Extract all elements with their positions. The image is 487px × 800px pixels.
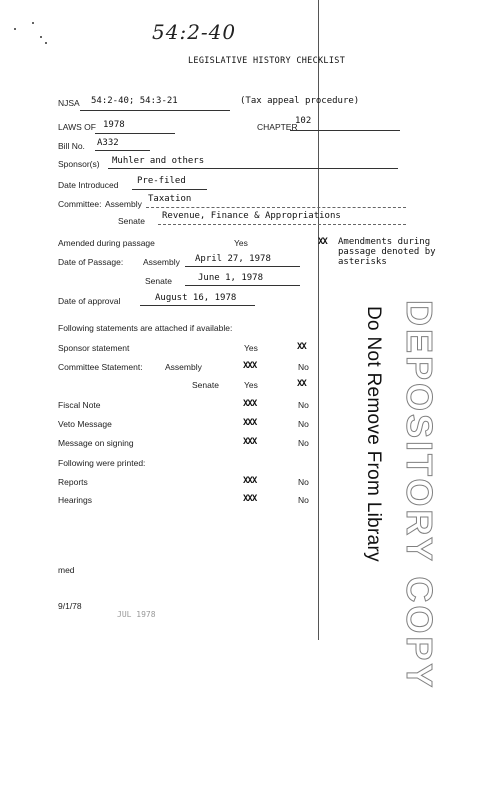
statements-intro: Following statements are attached if available: [58,323,233,333]
do-not-remove-stamp [360,300,420,560]
statement-row-sublabel: Assembly [165,362,202,372]
committee-assembly-label: Assembly [105,199,142,209]
scan-speck [45,42,47,44]
chapter-value: 102 [295,116,312,126]
sponsor-label: Sponsor(s) [58,159,100,169]
committee-assembly-underline [146,207,406,208]
faint-received-stamp: JUL 1978 [117,610,156,619]
statement-row-col2: No [298,400,309,410]
bill-label: Bill No. [58,141,85,151]
passage-senate-label: Senate [145,276,172,286]
passage-assembly-label: Assembly [143,257,180,267]
statement-row-col2: XX [297,342,306,352]
amended-note-line1: Amendments during [338,237,431,247]
statement-row-col2: No [298,419,309,429]
statement-row-sublabel: Senate [192,380,219,390]
laws-underline [95,133,175,134]
amended-note-line3: asterisks [338,257,387,267]
statement-row-col1: XXX [243,399,257,409]
njsa-value: 54:2-40; 54:3-21 [91,96,178,106]
depository-copy-stamp-text: DEPOSITORY COPY [399,300,440,691]
date-introduced-underline [132,189,207,190]
njsa-label: NJSA [58,98,80,108]
committee-senate-value: Revenue, Finance & Appropriations [162,211,341,221]
date-of-approval-underline [140,305,255,306]
initials: med [58,565,75,575]
amended-label: Amended during passage [58,238,155,248]
statement-row-col1: Yes [244,343,258,353]
document-title: LEGISLATIVE HISTORY CHECKLIST [188,56,346,66]
printed-row-col1: XXX [243,476,257,486]
passage-assembly-underline [185,266,300,267]
statement-row-col2: No [298,362,309,372]
sponsor-value: Muhler and others [112,156,205,166]
printed-row-col1: XXX [243,494,257,504]
njsa-note: (Tax appeal procedure) [240,96,360,106]
statement-row-label: Sponsor statement [58,343,130,353]
sponsor-underline [108,168,398,169]
library-stamp-area [360,300,460,691]
chapter-underline [290,130,400,131]
amended-value: Yes [234,238,248,248]
scan-speck [40,36,42,38]
scan-speck [32,22,34,24]
bill-value: A332 [97,138,119,148]
date-of-passage-label: Date of Passage: [58,257,124,267]
statement-row-col1: XXX [243,418,257,428]
printed-row-label: Hearings [58,495,93,505]
printed-intro: Following were printed: [58,458,146,468]
statement-row-col2: No [298,438,309,448]
date-of-approval-value: August 16, 1978 [155,293,237,303]
statement-row-label: Message on signing [58,438,134,448]
passage-senate-value: June 1, 1978 [198,273,264,283]
committee-label: Committee: [58,199,102,209]
committee-senate-underline [158,224,406,225]
date-introduced-value: Pre-filed [137,176,186,186]
amended-note-line2: passage denoted by [338,247,436,257]
do-not-remove-stamp-text: Do Not Remove From Library [363,306,384,562]
scan-speck [14,28,16,30]
statement-row-col2: XX [297,379,306,389]
date-of-approval-label: Date of approval [58,296,121,306]
bill-underline [95,150,150,151]
date-introduced-label: Date Introduced [58,180,119,190]
passage-assembly-value: April 27, 1978 [195,254,271,264]
statement-row-label: Committee Statement: [58,362,143,372]
laws-value: 1978 [103,120,125,130]
chapter-label: CHAPTER [257,122,298,132]
passage-senate-underline [185,285,300,286]
committee-senate-label: Senate [118,216,145,226]
statement-row-col1: XXX [243,361,257,371]
handwritten-number: 54:2-40 [152,20,237,44]
statement-row-label: Fiscal Note [58,400,101,410]
njsa-underline [80,110,230,111]
laws-label: LAWS OF [58,122,96,132]
printed-row-col2: No [298,495,309,505]
statement-row-col1: Yes [244,380,258,390]
printed-row-col2: No [298,477,309,487]
printed-row-label: Reports [58,477,88,487]
statement-row-col1: XXX [243,437,257,447]
statement-row-label: Veto Message [58,419,112,429]
amended-marker: XX [318,237,327,247]
committee-assembly-value: Taxation [148,194,192,204]
footer-date: 9/1/78 [58,601,82,611]
